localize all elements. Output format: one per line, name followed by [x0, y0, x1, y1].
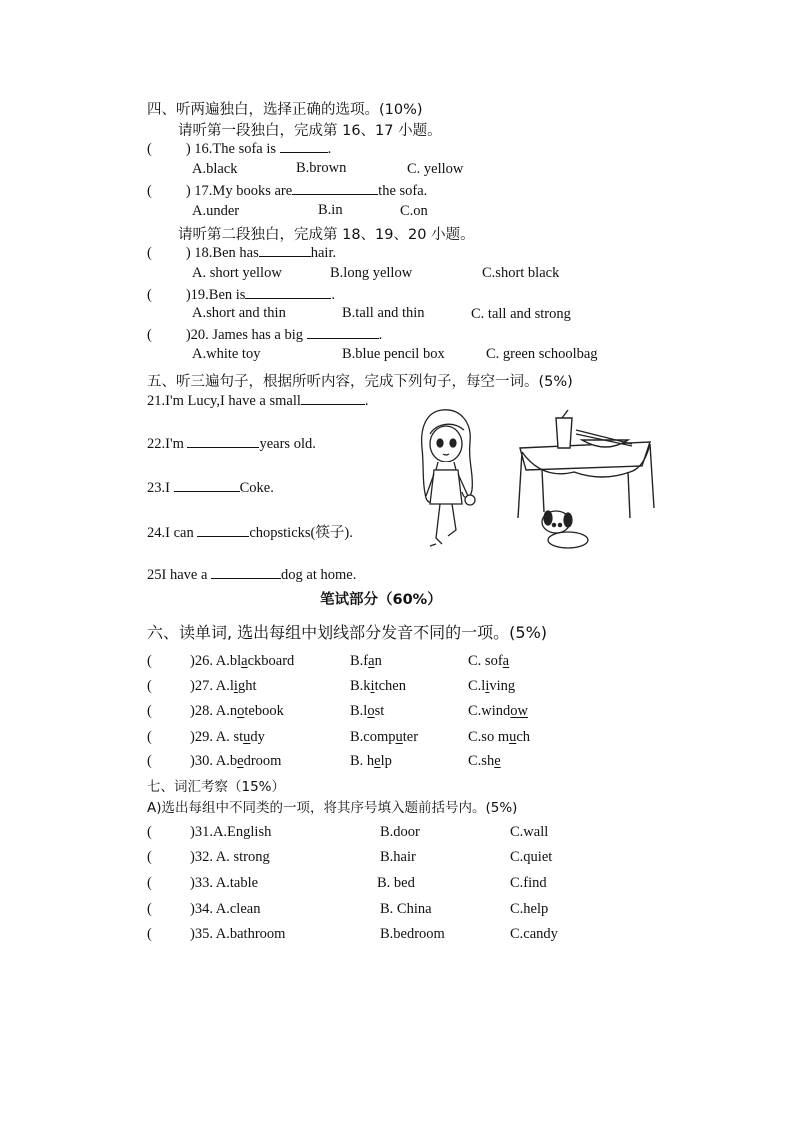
- q20-blank[interactable]: [307, 326, 379, 339]
- underlined-segment: o: [367, 703, 375, 719]
- underlined-segment: u: [243, 729, 251, 745]
- q21-blank[interactable]: [301, 392, 365, 405]
- sec6-row-30-paren[interactable]: (: [147, 753, 152, 769]
- q20-option-c: C. green schoolbag: [486, 346, 598, 362]
- q22: [147, 435, 316, 453]
- q17-option-b: B.in: [318, 202, 343, 218]
- section-7-subtitle-a: A)选出每组中不同类的一项，将其序号填入题前括号内。(5%): [147, 800, 518, 816]
- sec7-row-35-option-c: C.candy: [510, 926, 558, 942]
- sec6-row-26-option-c: C. sofa: [468, 653, 510, 669]
- underlined-segment: o: [237, 703, 245, 719]
- q16-option-a: A.black: [192, 161, 238, 177]
- q16-option-c: C. yellow: [407, 161, 464, 177]
- q16-option-b: B.brown: [296, 160, 347, 176]
- dog-illustration: [542, 511, 588, 548]
- underlined-segment: e: [374, 753, 381, 769]
- q16-stem-b: .: [327, 141, 332, 157]
- q19-option-c: C. tall and strong: [471, 306, 571, 322]
- q19-stem-a: )19.Ben is: [185, 287, 246, 303]
- q18-stem-a: ) 18.Ben has: [185, 245, 259, 261]
- sec6-row-28-option-a: )28. A.notebook: [190, 703, 284, 719]
- underlined-segment: i: [485, 678, 490, 694]
- underlined-segment: a: [368, 653, 375, 669]
- underlined-segment: a: [502, 653, 510, 669]
- q17-stem-a: ) 17.My books are: [185, 183, 293, 199]
- sec7-row-31-option-a: )31.A.English: [190, 824, 272, 840]
- q25-text-b: dog at home.: [281, 567, 357, 583]
- sec7-row-32-paren[interactable]: (: [147, 849, 152, 865]
- q19-stem: [147, 286, 335, 304]
- q20-paren: (: [147, 327, 152, 343]
- sec7-row-32-option-c: C.quiet: [510, 849, 553, 865]
- q20-stem-a: )20. James has a big: [185, 327, 307, 343]
- q20-option-b: B.blue pencil box: [342, 346, 445, 362]
- q17-blank[interactable]: [292, 182, 378, 195]
- q23-blank[interactable]: [174, 479, 240, 492]
- sec7-row-33-paren[interactable]: (: [147, 875, 152, 891]
- q23: [147, 479, 274, 497]
- q18-option-b: B.long yellow: [330, 265, 413, 281]
- sec6-row-30-option-a: )30. A.bedroom: [190, 753, 282, 769]
- q25-text-a: 25I have a: [147, 567, 212, 583]
- sec6-row-27-option-c: C.living: [468, 678, 516, 694]
- sec6-row-28-paren[interactable]: (: [147, 703, 152, 719]
- sec6-row-30-option-c: C.she: [468, 753, 501, 769]
- sec6-row-30-option-b: B. help: [350, 753, 392, 769]
- q16-blank[interactable]: [280, 140, 328, 153]
- q19-option-b: B.tall and thin: [342, 305, 425, 321]
- q21-text-a: 21.I'm Lucy,I have a small: [147, 393, 301, 409]
- q19-paren: (: [147, 287, 152, 303]
- q19-option-a: A.short and thin: [192, 305, 286, 321]
- q19-blank[interactable]: [245, 286, 331, 299]
- sec6-row-29-option-b: B.computer: [350, 729, 419, 745]
- q20-stem-b: .: [378, 327, 383, 343]
- underlined-segment: i: [370, 678, 375, 694]
- sec7-row-34-option-b: B. China: [380, 901, 432, 917]
- q25-blank[interactable]: [211, 566, 281, 579]
- sec7-row-35-option-b: B.bedroom: [380, 926, 445, 942]
- q18-stem-b: hair.: [310, 245, 337, 261]
- sec6-row-27-option-a: )27. A.light: [190, 678, 257, 694]
- section-4-title: 四、听两遍独白，选择正确的选项。(10%): [147, 102, 423, 118]
- sec6-row-29-paren[interactable]: (: [147, 729, 152, 745]
- sec7-row-35-option-a: )35. A.bathroom: [190, 926, 286, 942]
- underlined-segment: a: [241, 653, 248, 669]
- q24-blank[interactable]: [197, 524, 249, 537]
- underlined-segment: i: [233, 678, 238, 694]
- section-4-intro-1: 请听第一段独白，完成第 16、17 小题。: [178, 123, 442, 139]
- sec7-row-31-option-b: B.door: [380, 824, 420, 840]
- sec6-row-26-option-b: B.fan: [350, 653, 382, 669]
- section-7-title: 七、词汇考察（15%）: [147, 779, 286, 795]
- q18-option-a: A. short yellow: [192, 265, 282, 281]
- sec7-row-35-paren[interactable]: (: [147, 926, 152, 942]
- written-part-title: 笔试部分（60%）: [320, 592, 442, 608]
- table-illustration: [512, 408, 658, 554]
- q18-option-c: C.short black: [482, 265, 560, 281]
- underlined-segment: e: [494, 753, 501, 769]
- q18-paren: (: [147, 245, 152, 261]
- q24-text-b: chopsticks(筷子).: [249, 525, 353, 541]
- q22-text-b: years old.: [259, 436, 316, 452]
- sec7-row-32-option-a: )32. A. strong: [190, 849, 270, 865]
- section-4-intro-2: 请听第二段独白，完成第 18、19、20 小题。: [178, 227, 475, 243]
- sec7-row-31-option-c: C.wall: [510, 824, 549, 840]
- q20-stem: [147, 326, 382, 344]
- q20-option-a: A.white toy: [192, 346, 261, 362]
- sec6-row-26-paren[interactable]: (: [147, 653, 152, 669]
- section-6-title: 六、读单词, 选出每组中划线部分发音不同的一项。(5%): [147, 623, 548, 642]
- q16-stem-a: ) 16.The sofa is: [185, 141, 280, 157]
- q24-text-a: 24.I can: [147, 525, 198, 541]
- q24: [147, 521, 353, 542]
- q22-text-a: 22.I'm: [147, 436, 188, 452]
- q17-stem: [147, 182, 427, 200]
- underlined-segment: e: [237, 753, 244, 769]
- sec6-row-29-option-a: )29. A. study: [190, 729, 265, 745]
- sec7-row-32-option-b: B.hair: [380, 849, 416, 865]
- sec6-row-28-option-b: B.lost: [350, 703, 385, 719]
- sec7-row-33-option-b: B. bed: [377, 875, 415, 891]
- q18-blank[interactable]: [259, 244, 311, 257]
- sec7-row-33-option-a: )33. A.table: [190, 875, 259, 891]
- q25: [147, 566, 356, 584]
- q17-option-a: A.under: [192, 203, 240, 219]
- sec7-row-34-option-c: C.help: [510, 901, 549, 917]
- q23-text-b: Coke.: [239, 480, 274, 496]
- section-5-title: 五、听三遍句子，根据所听内容，完成下列句子，每空一词。(5%): [147, 374, 573, 390]
- sec6-row-27-paren[interactable]: (: [147, 678, 152, 694]
- q22-blank[interactable]: [187, 435, 259, 448]
- q17-option-c: C.on: [400, 203, 428, 219]
- sec7-row-33-option-c: C.find: [510, 875, 547, 891]
- q17-stem-b: the sofa.: [378, 183, 428, 199]
- q23-text-a: 23.I: [147, 480, 174, 496]
- sec6-row-26-option-a: )26. A.blackboard: [190, 653, 295, 669]
- underlined-segment: ow: [510, 703, 529, 719]
- underlined-segment: u: [509, 729, 517, 745]
- girl-illustration: [412, 404, 488, 550]
- sec7-row-34-paren[interactable]: (: [147, 901, 152, 917]
- underlined-segment: u: [395, 729, 403, 745]
- sec6-row-29-option-c: C.so much: [468, 729, 531, 745]
- q21-text-b: .: [364, 393, 369, 409]
- q18-stem: [147, 244, 336, 262]
- q21: [147, 392, 369, 410]
- sec6-row-27-option-b: B.kitchen: [350, 678, 406, 694]
- q19-stem-b: .: [331, 287, 336, 303]
- q16-stem: [147, 140, 331, 158]
- q17-paren: (: [147, 183, 152, 199]
- q16-paren: (: [147, 141, 152, 157]
- sec7-row-34-option-a: )34. A.clean: [190, 901, 261, 917]
- sec6-row-28-option-c: C.window: [468, 703, 529, 719]
- sec7-row-31-paren[interactable]: (: [147, 824, 152, 840]
